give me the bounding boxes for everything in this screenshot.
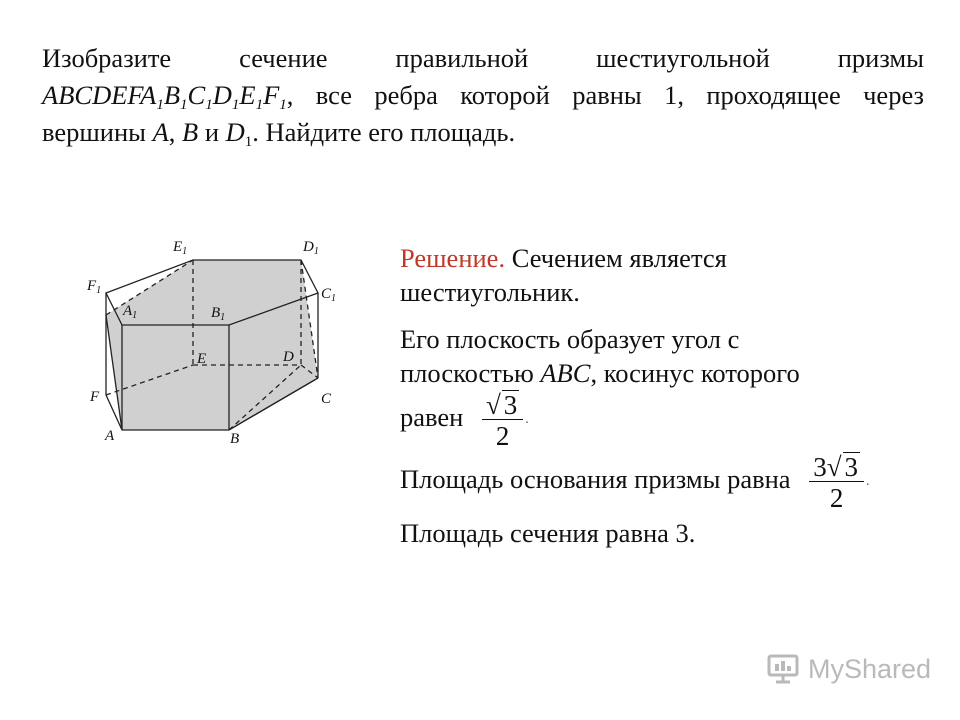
- label-E1: $E_1$: [173, 239, 188, 257]
- label-B1: $B_1$: [211, 305, 226, 323]
- label-C1: $C_1$: [321, 286, 337, 304]
- base-area-fraction: $\frac{3√ 3}{2}$: [809, 452, 864, 512]
- solution-base-area: Площадь основания призмы равна $\frac{3√ 3}{2}$ .: [400, 452, 870, 513]
- label-D1: $D_1$: [303, 239, 319, 257]
- label-B: B: [230, 431, 240, 447]
- cos-fraction: $\frac{√ 3}{2}$: [482, 390, 523, 450]
- label-A1: $A_1$: [123, 303, 138, 321]
- prism-name: $ABCDEFA_1B_1C_1D_1E_1F_1$: [42, 80, 287, 113]
- problem-statement: Изобразите сечение правильной шестиугольной призмы $ABCDEFA_1B_1C_1D_1E_1F_1$, все ребра которой равны 1, проходящее через вершины A, B и $D_1$. Найдите его площадь.: [42, 43, 924, 150]
- label-F1: $F_1$: [87, 278, 102, 296]
- presentation-icon: [766, 652, 800, 686]
- prism-drawing: [106, 260, 318, 430]
- label-E: E: [197, 351, 207, 367]
- solution-intro: Решение. Сечением является шестиугольник.: [400, 243, 727, 307]
- solution-section-area: Площадь сечения равна 3.: [400, 518, 696, 548]
- label-F: F: [90, 389, 100, 405]
- solution-label: Решение.: [400, 243, 506, 273]
- hexagonal-prism-figure: [85, 235, 355, 450]
- label-D: D: [283, 349, 294, 365]
- watermark-text: MyShared: [808, 653, 932, 684]
- section-hexagon: [106, 260, 318, 430]
- label-C: C: [321, 391, 332, 407]
- solution-angle: Его плоскость образует угол с плоскостью ABC, косинус которого равен $\frac{√ 3}{2}$ .: [400, 324, 800, 451]
- label-A: A: [105, 428, 115, 444]
- watermark-logo: [766, 652, 931, 686]
